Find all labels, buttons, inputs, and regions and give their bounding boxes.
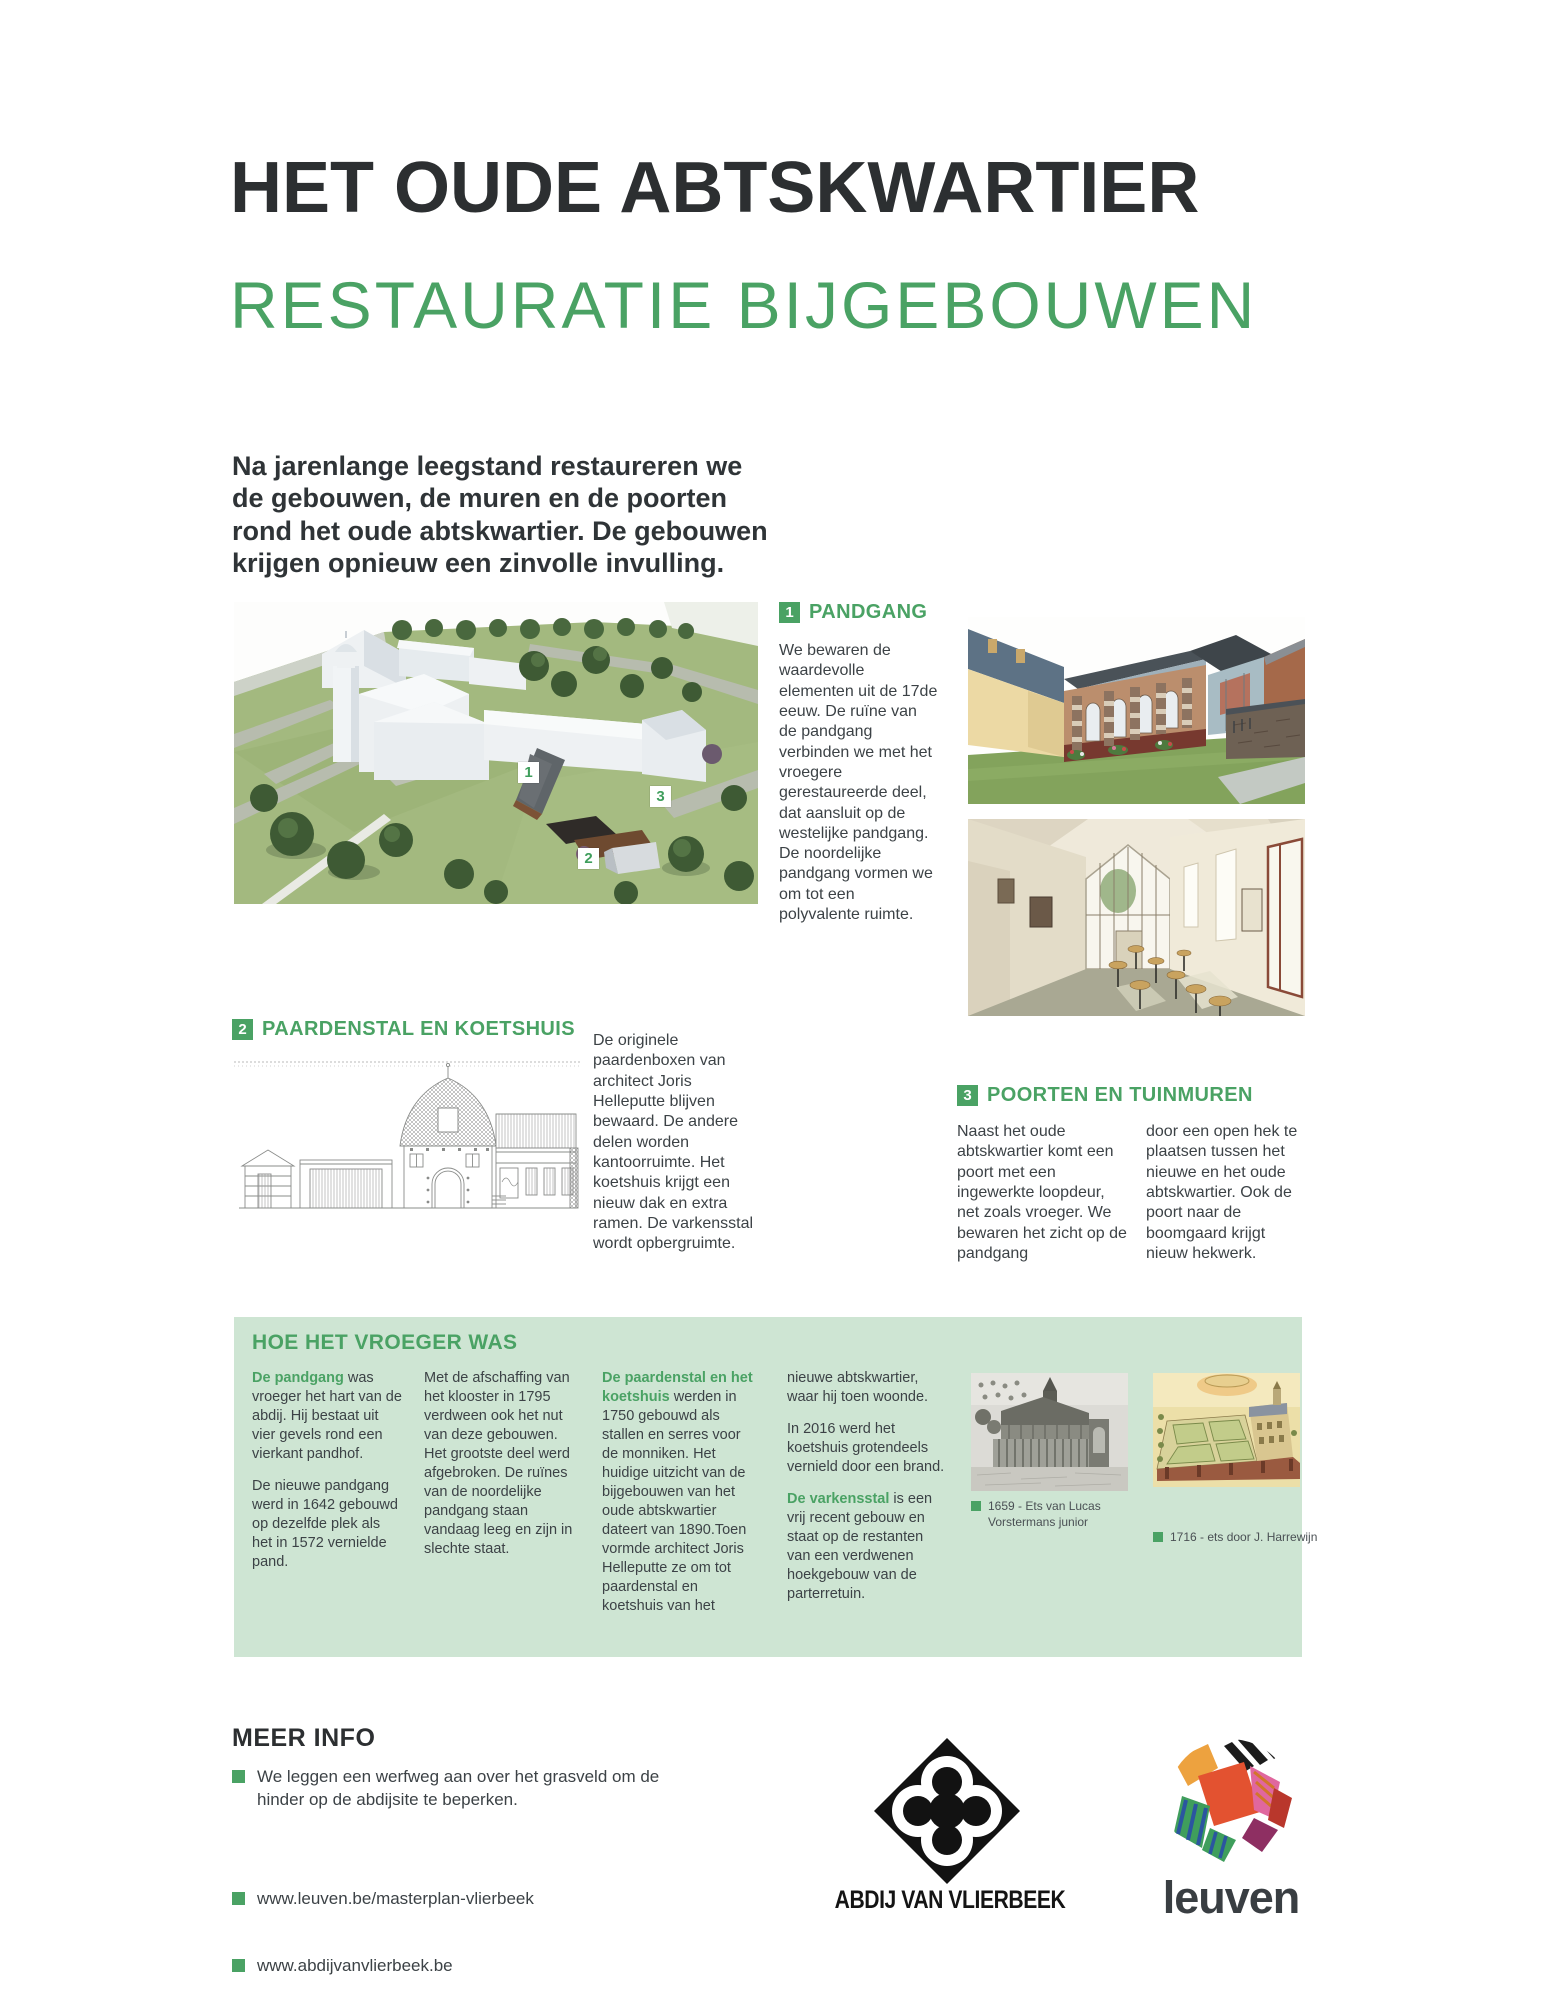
section-2-body: De originele paardenboxen van architect Joris Helleputte blijven bewaard. De andere delen worden kantoorruimte. Het koetshuis krijgt een nieuw dak en extra ramen. De varkensstal wordt opbergruimte.	[593, 1032, 754, 1253]
history-col1-p1: was vroeger het hart van de abdij. Hij bestaat uit vier gevels rond een vierkant pandhof.	[252, 1370, 402, 1462]
page-title: HET OUDE ABTSKWARTIER	[230, 148, 1200, 228]
page-subtitle: RESTAURATIE BIJGEBOUWEN	[230, 268, 1258, 342]
section-1-number-badge: 1	[779, 602, 800, 623]
history-lead-varkensstal: De varkensstal	[787, 1490, 890, 1507]
caption-1659-text: 1659 - Ets van Lucas Vorstermans junior	[988, 1499, 1101, 1529]
info-item-werfweg-text: We leggen een werfweg aan over het grasveld om de hinder op de abdijsite te beperken.	[257, 1767, 660, 1809]
elevation-drawing-image	[234, 1056, 580, 1224]
caption-1716	[1153, 1530, 1320, 1546]
leuven-logo-graphic	[1166, 1738, 1294, 1866]
section-3-number-badge: 3	[957, 1085, 978, 1106]
abdij-van-vlierbeek-logo-icon	[872, 1736, 1022, 1886]
etching-1659-image	[971, 1373, 1128, 1491]
aerial-marker-1: 1	[518, 762, 539, 783]
photo-interior-render	[968, 819, 1305, 1016]
more-info-title: MEER INFO	[232, 1724, 376, 1752]
aerial-render-image	[234, 602, 758, 904]
section-3-column-2: door een open hek te plaatsen tussen het nieuwe en het oude abtskwartier. Ook de poort naar de boomgaard krijgt nieuw hekwerk.	[1146, 1123, 1298, 1262]
section-2-title: PAARDENSTAL EN KOETSHUIS	[262, 1018, 575, 1040]
abdij-van-vlierbeek-wordmark: ABDIJ VAN VLIERBEEK	[834, 1886, 1066, 1915]
bullet-square-icon	[232, 1959, 245, 1972]
leuven-logo-icon	[1166, 1738, 1294, 1866]
info-item-masterplan-url	[232, 1888, 717, 1911]
bullet-square-icon	[232, 1770, 245, 1783]
abdij-logo-graphic	[872, 1736, 1022, 1886]
section-1-body: We bewaren de waardevolle elementen uit de 17de eeuw. De ruïne van de pandgang verbinden we met het vroegere gerestaureerde deel, dat aansluit op de westelijke pandgang. De noordelijke pandgang vormen we om tot een polyvalente ruimte.	[779, 642, 938, 924]
aerial-render-graphic	[234, 602, 758, 904]
history-box	[234, 1317, 1318, 1657]
history-column-4	[787, 1369, 947, 1617]
section-1-title: PANDGANG	[809, 601, 928, 623]
exterior-render-graphic	[968, 617, 1305, 804]
history-col2-p1: Met de afschaffing van het klooster in 1795 verdween ook het nut van deze gebouwen. Het grootste deel werd afgebroken. De ruïnes van de noordelijke pandgang staan vandaag leeg en zijn in slechte staat.	[424, 1370, 573, 1557]
interior-render-graphic	[968, 819, 1305, 1016]
section-3-heading	[957, 1084, 1253, 1107]
history-col3-p1: werden in 1750 gebouwd als stallen en serres voor de monniken. Het huidige uitzicht van de bijgebouwen van het oude abtskwartier dateert van 1890.Toen vormde architect Joris Helleputte ze om tot paardenstal en koetshuis van het	[602, 1388, 747, 1614]
section-1-heading	[779, 601, 927, 624]
history-lead-pandgang: De pandgang	[252, 1370, 344, 1386]
caption-1659	[971, 1499, 1138, 1530]
history-column-1	[252, 1369, 404, 1585]
section-2-heading	[232, 1018, 575, 1041]
history-title: HOE HET VROEGER WAS	[252, 1331, 518, 1354]
section-3-title: POORTEN EN TUINMUREN	[987, 1084, 1253, 1106]
leuven-wordmark: leuven	[1162, 1872, 1300, 1923]
section-3-column-1: Naast het oude abtskwartier komt een poort met een ingewerkte loopdeur, net zoals vroeger. We bewaren het zicht op de pandgang	[957, 1123, 1127, 1262]
etching-1659-graphic	[971, 1373, 1128, 1491]
history-col4-p1: nieuwe abtskwartier, waar hij toen woonde.	[787, 1370, 929, 1405]
info-item-werfweg	[232, 1766, 677, 1811]
etching-1716-graphic	[1153, 1373, 1300, 1487]
section-2-number-badge: 2	[232, 1019, 253, 1040]
caption-1716-text: 1716 - ets door J. Harrewijn	[1170, 1530, 1318, 1545]
photo-exterior-render	[968, 617, 1305, 804]
caption-bullet-icon	[971, 1501, 981, 1511]
aerial-marker-2: 2	[578, 848, 599, 869]
history-lead-paardenstal: De paardenstal en het koetshuis	[602, 1370, 753, 1405]
history-col1-p2: De nieuwe pandgang werd in 1642 gebouwd op dezelfde plek als het in 1572 vernielde pand.	[252, 1477, 398, 1570]
info-item-abdij-url	[232, 1955, 717, 1978]
bullet-square-icon	[232, 1892, 245, 1905]
caption-bullet-icon	[1153, 1532, 1163, 1542]
history-col4-p3: is een vrij recent gebouw en staat op de restanten van een verdwenen hoekgebouw van de parterretuin.	[787, 1490, 933, 1602]
intro-paragraph: Na jarenlange leegstand restaureren we de gebouwen, de muren en de poorten rond het oude abtskwartier. De gebouwen krijgen opnieuw een zinvolle invulling.	[232, 451, 768, 579]
history-column-3	[602, 1369, 760, 1629]
elevation-drawing-graphic	[234, 1056, 580, 1224]
info-item-abdij-url-text: www.abdijvanvlierbeek.be	[257, 1955, 453, 1975]
etching-1716-image	[1153, 1373, 1300, 1487]
info-item-masterplan-url-text: www.leuven.be/masterplan-vlierbeek	[257, 1889, 534, 1909]
history-column-2	[424, 1369, 576, 1572]
aerial-marker-3: 3	[650, 786, 671, 807]
history-col4-p2: In 2016 werd het koetshuis grotendeels vernield door een brand.	[787, 1420, 945, 1475]
